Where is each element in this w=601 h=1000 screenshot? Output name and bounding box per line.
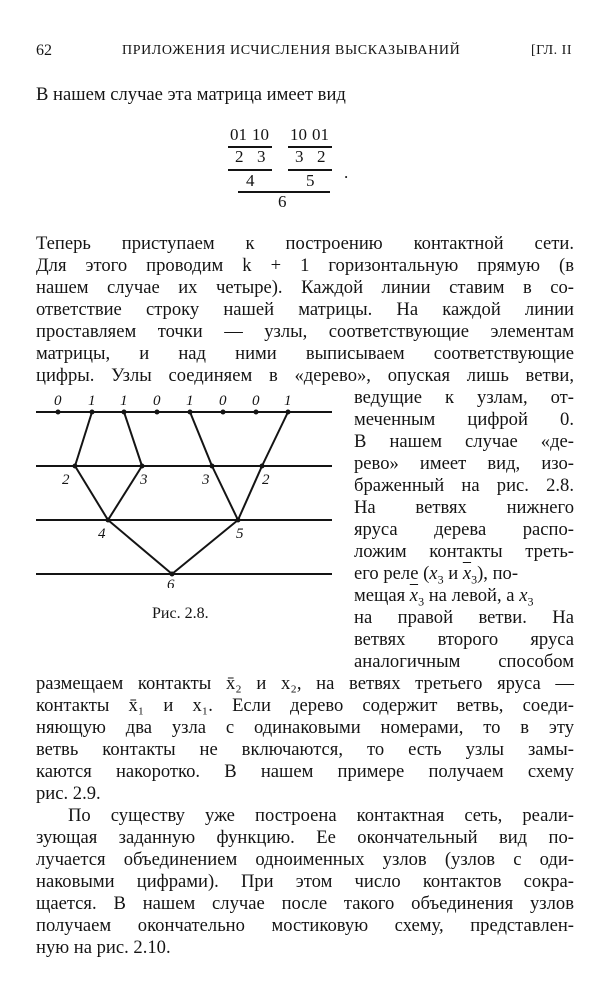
node-label: 0 — [219, 393, 227, 409]
branch — [262, 412, 288, 466]
matrix-cell: 01 — [230, 125, 247, 144]
matrix-cell: 01 — [312, 125, 329, 144]
branch — [190, 412, 212, 466]
node-label: 1 — [186, 393, 194, 409]
chapter-label: [ГЛ. II — [530, 43, 572, 58]
text-run: и — [443, 563, 463, 584]
branch — [108, 520, 172, 574]
node — [122, 410, 127, 415]
branch — [172, 520, 238, 574]
node — [90, 410, 95, 415]
node-label: 1 — [120, 393, 128, 409]
branch — [124, 412, 142, 466]
wrap-line: В нашем случае «де- — [354, 431, 574, 452]
page-number: 62 — [36, 42, 52, 59]
subscript: 3 — [418, 594, 425, 609]
node-label: 3 — [202, 472, 210, 488]
matrix-cell: 2 — [317, 147, 326, 166]
matrix-cell: 10 — [252, 125, 269, 144]
wrap-line: браженный на рис. 2.8. — [354, 475, 574, 496]
node-label: 6 — [167, 577, 175, 588]
node — [170, 572, 175, 577]
matrix-cell: 10 — [290, 125, 307, 144]
subscript: 3 — [527, 594, 534, 609]
running-title: ПРИЛОЖЕНИЯ ИСЧИСЛЕНИЯ ВЫСКАЗЫВАНИЙ — [122, 43, 461, 58]
para1-line: матрицы, и над ними выписываем соответствующие — [36, 343, 574, 364]
wrap-line: ветвях второго яруса — [354, 629, 574, 650]
figure-caption: Рис. 2.8. — [152, 605, 209, 622]
matrix-cell: 6 — [278, 192, 287, 211]
node — [286, 410, 291, 415]
node-label: 0 — [252, 393, 260, 409]
para2-line: наковыми цифрами). При этом число контактов сокра- — [36, 871, 574, 892]
branch — [75, 412, 92, 466]
branch — [108, 466, 142, 520]
para1-line: нашем случае их четыре). Каждой линии ставим в со- — [36, 277, 574, 298]
node — [221, 410, 226, 415]
node-label: 0 — [153, 393, 161, 409]
para2-line: зующая заданную функцию. Ее окончательный вид по- — [36, 827, 574, 848]
node-label: 1 — [88, 393, 96, 409]
variable-x-negated: $\overline{x}$ — [409, 585, 419, 606]
variable-x: x — [429, 563, 438, 584]
matrix-cell: 2 — [235, 147, 244, 166]
wrap-line: на правой ветви. На — [354, 607, 574, 628]
branch — [238, 466, 262, 520]
running-header — [36, 42, 572, 66]
para2-line: лучается объединением одноименных узлов (узлов с оди- — [36, 849, 574, 870]
text-run: на левой, а — [424, 585, 520, 606]
matrix-cell: 3 — [295, 147, 304, 166]
node — [155, 410, 160, 415]
para1-line: Теперь приступаем к построению контактной сети. — [36, 233, 574, 254]
matrix-display — [226, 126, 386, 226]
matrix-trailing-mark: . — [344, 163, 349, 182]
para2-line: ную на рис. 2.10. — [36, 937, 171, 958]
branch — [75, 466, 108, 520]
para1-line: ответствие строку нашей матрицы. На каждой линии — [36, 299, 574, 320]
matrix-cell: 3 — [257, 147, 266, 166]
node — [254, 410, 259, 415]
para2-line: щается. В нашем случае после такого объединения узлов — [36, 893, 574, 914]
variable-x-negated: $\overline{x}$ — [462, 563, 472, 584]
node-label: 0 — [54, 393, 62, 409]
node — [73, 464, 78, 469]
subscript: 3 — [471, 572, 478, 587]
para1-end-line: размещаем контакты x̄₂ и x₂, на ветвях третьего яруса — — [36, 673, 574, 694]
text-run: ), по- — [477, 563, 519, 584]
wrap-line: ведущие к узлам, от- — [354, 387, 574, 408]
matrix-cell: 5 — [306, 171, 315, 190]
para2-line: получаем окончательно мостиковую схему, представлен- — [36, 915, 574, 936]
wrap-line: меченным цифрой 0. — [354, 409, 574, 430]
subscript: 3 — [437, 572, 444, 587]
wrap-line: рево» имеет вид, изо- — [354, 453, 574, 474]
para1-line: Для этого проводим k + 1 горизонтальную прямую (в — [36, 255, 574, 276]
para1-end-line: контакты x̄₁ и x₁. Если дерево содержит ветвь, соеди- — [36, 695, 574, 716]
para1-line: проставляем точки — узлы, соответствующие элементам — [36, 321, 574, 342]
branch — [212, 466, 238, 520]
node-label: 4 — [98, 526, 106, 542]
wrap-line: яруса дерева распо- — [354, 519, 574, 540]
node — [210, 464, 215, 469]
para1-line: цифры. Узлы соединяем в «дерево», опуская лишь ветви, — [36, 365, 574, 386]
para1-end-line: рис. 2.9. — [36, 783, 101, 804]
text-run: мещая — [354, 585, 410, 606]
para1-end-line: ветвь контакты не включаются, то есть узлы замы- — [36, 739, 574, 760]
node — [140, 464, 145, 469]
para1-end-line: няющую два узла с одинаковыми номерами, то в эту — [36, 717, 574, 738]
node — [106, 518, 111, 523]
figure-2-8 — [30, 388, 340, 593]
text-run: его реле ( — [354, 563, 430, 584]
wrap-line: аналогичным способом — [354, 651, 574, 672]
node-label: 3 — [140, 472, 148, 488]
para1-end-line: каются накоротко. В нашем примере получаем схему — [36, 761, 574, 782]
wrap-line: ложим контакты треть- — [354, 541, 574, 562]
node — [188, 410, 193, 415]
node — [236, 518, 241, 523]
variable-x: x — [519, 585, 528, 606]
node — [260, 464, 265, 469]
node-label: 2 — [262, 472, 270, 488]
node-label: 5 — [236, 526, 244, 542]
tree-diagram — [30, 388, 340, 588]
node — [56, 410, 61, 415]
wrap-line: На ветвях нижнего — [354, 497, 574, 518]
node-label: 2 — [62, 472, 70, 488]
para2-line: По существу уже построена контактная сеть, реали- — [68, 805, 574, 826]
node-label: 1 — [284, 393, 292, 409]
matrix-cell: 4 — [246, 171, 255, 190]
intro-line: В нашем случае эта матрица имеет вид — [36, 84, 346, 105]
